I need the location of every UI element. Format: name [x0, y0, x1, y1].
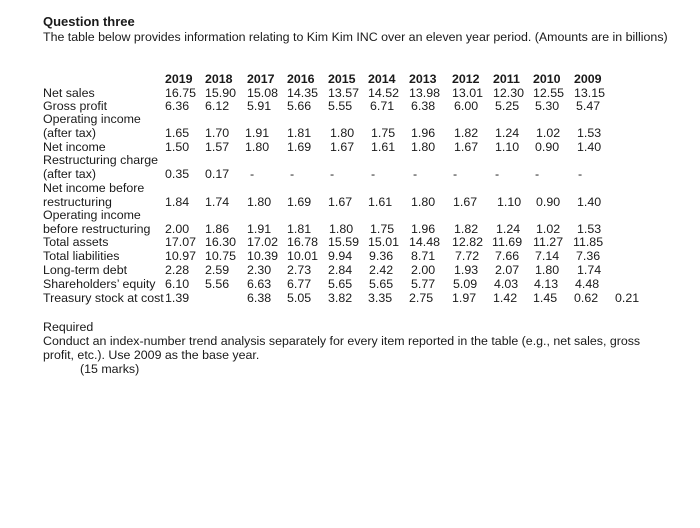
operating-income-value: 1.96 [411, 126, 436, 140]
year-header: 2011 [493, 72, 520, 86]
operating-income-label: Operating income [43, 112, 141, 126]
required-text: Conduct an index-number trend analysis separately for every item reported in the table (e.g., net sales, gross profit, etc.). Use 2009 as the base year. [43, 334, 641, 362]
operating-income-before-restructuring-value: 1.96 [411, 222, 436, 236]
long-term-debt-value: 2.84 [328, 263, 353, 277]
shareholders-equity-value: 4.03 [494, 277, 519, 291]
net-sales-value: 16.75 [165, 86, 197, 100]
net-income-before-restructuring-value: 1.67 [453, 195, 478, 209]
net-income-value: 1.10 [495, 140, 520, 154]
treasury-stock-value: 1.42 [493, 291, 518, 305]
gross-profit-value: 5.25 [495, 99, 520, 113]
gross-profit-label: Gross profit [43, 99, 108, 113]
total-assets-value: 12.82 [452, 235, 484, 249]
operating-income-before-restructuring-value: 1.24 [496, 222, 521, 236]
total-liabilities-value: 7.36 [576, 249, 601, 263]
operating-income-value: 1.81 [287, 126, 312, 140]
gross-profit-value: 6.38 [411, 99, 436, 113]
restructuring-charge-value: - [453, 167, 458, 181]
gross-profit-value: 6.12 [205, 99, 230, 113]
restructuring-charge-value: - [330, 167, 335, 181]
net-sales-value: 12.30 [493, 86, 525, 100]
year-header: 2017 [247, 72, 275, 86]
operating-income-before-restructuring-label: before restructuring [43, 222, 151, 236]
year-header: 2009 [574, 72, 602, 86]
year-header: 2014 [368, 72, 396, 86]
net-sales-value: 15.90 [205, 86, 237, 100]
operating-income-value: 1.53 [577, 126, 602, 140]
operating-income-before-restructuring-value: 1.86 [205, 222, 230, 236]
treasury-stock-value: 3.82 [328, 291, 353, 305]
net-income-label: Net income [43, 140, 106, 154]
net-income-value: 1.80 [411, 140, 436, 154]
marks-label: (15 marks) [80, 362, 140, 376]
operating-income-before-restructuring-value: 1.80 [329, 222, 354, 236]
treasury-stock-value: 2.75 [409, 291, 434, 305]
shareholders-equity-value: 4.48 [575, 277, 600, 291]
net-sales-value: 13.15 [574, 86, 606, 100]
total-liabilities-value: 8.71 [411, 249, 436, 263]
net-income-before-restructuring-value: 1.61 [368, 195, 393, 209]
treasury-stock-value: 1.97 [452, 291, 477, 305]
net-income-before-restructuring-value: 1.10 [497, 195, 522, 209]
operating-income-value: 1.70 [205, 126, 230, 140]
long-term-debt-value: 1.80 [535, 263, 560, 277]
long-term-debt-value: 2.28 [165, 263, 190, 277]
net-sales-value: 13.98 [409, 86, 441, 100]
operating-income-value: 1.24 [495, 126, 520, 140]
treasury-stock-label: Treasury stock at cost [43, 291, 164, 305]
question-intro: The table below provides information relating to Kim Kim INC over an eleven year period. (Amounts are in billions) [43, 30, 668, 44]
operating-income-before-restructuring-value: 1.75 [370, 222, 395, 236]
net-sales-value: 15.08 [247, 86, 279, 100]
year-header: 2013 [409, 72, 437, 86]
gross-profit-value: 5.66 [287, 99, 312, 113]
total-liabilities-label: Total liabilities [43, 249, 120, 263]
question-title: Question three [43, 14, 135, 29]
total-liabilities-value: 9.94 [328, 249, 353, 263]
operating-income-before-restructuring-value: 1.81 [287, 222, 312, 236]
net-income-before-restructuring-value: 1.40 [577, 195, 602, 209]
treasury-stock-value: 0.62 [574, 291, 599, 305]
shareholders-equity-value: 5.65 [369, 277, 394, 291]
long-term-debt-value: 2.30 [247, 263, 272, 277]
total-assets-value: 14.48 [409, 235, 441, 249]
restructuring-charge-value: - [290, 167, 295, 181]
net-income-before-restructuring-value: 1.84 [165, 195, 190, 209]
net-sales-value: 12.55 [533, 86, 565, 100]
net-income-before-restructuring-value: 1.74 [205, 195, 230, 209]
shareholders-equity-value: 5.09 [453, 277, 478, 291]
net-income-value: 1.40 [577, 140, 602, 154]
net-income-value: 0.90 [535, 140, 560, 154]
net-income-before-restructuring-label: Net income before [43, 181, 145, 195]
gross-profit-value: 6.00 [454, 99, 479, 113]
total-assets-value: 15.01 [368, 235, 400, 249]
gross-profit-value: 5.55 [328, 99, 353, 113]
net-income-before-restructuring-value: 1.80 [247, 195, 272, 209]
restructuring-charge-value: 0.17 [205, 167, 230, 181]
operating-income-value: 1.91 [245, 126, 270, 140]
operating-income-value: 1.80 [330, 126, 355, 140]
restructuring-charge-value: - [535, 167, 540, 181]
gross-profit-value: 5.47 [576, 99, 601, 113]
operating-income-label: (after tax) [43, 126, 97, 140]
net-income-before-restructuring-value: 1.69 [287, 195, 312, 209]
total-assets-value: 16.30 [205, 235, 237, 249]
net-sales-value: 14.35 [287, 86, 319, 100]
operating-income-value: 1.65 [165, 126, 190, 140]
total-assets-value: 11.27 [533, 235, 564, 249]
operating-income-value: 1.75 [371, 126, 396, 140]
year-header: 2012 [452, 72, 480, 86]
shareholders-equity-value: 4.13 [534, 277, 559, 291]
long-term-debt-value: 2.73 [287, 263, 312, 277]
long-term-debt-value: 2.42 [369, 263, 394, 277]
net-sales-value: 13.01 [452, 86, 484, 100]
total-assets-value: 17.07 [165, 235, 197, 249]
operating-income-before-restructuring-value: 1.82 [454, 222, 479, 236]
total-assets-value: 15.59 [328, 235, 360, 249]
shareholders-equity-value: 5.65 [328, 277, 353, 291]
gross-profit-value: 5.91 [247, 99, 272, 113]
total-assets-value: 17.02 [247, 235, 279, 249]
required-heading: Required [43, 320, 94, 334]
net-income-value: 1.57 [205, 140, 230, 154]
net-income-before-restructuring-label: restructuring [43, 195, 112, 209]
shareholders-equity-value: 5.77 [411, 277, 436, 291]
net-sales-value: 14.52 [368, 86, 400, 100]
long-term-debt-value: 2.59 [205, 263, 230, 277]
treasury-stock-value: 6.38 [247, 291, 272, 305]
total-liabilities-value: 7.14 [535, 249, 560, 263]
net-income-before-restructuring-value: 0.90 [536, 195, 561, 209]
operating-income-value: 1.82 [454, 126, 479, 140]
shareholders-equity-value: 6.63 [247, 277, 272, 291]
total-assets-value: 11.69 [492, 235, 523, 249]
restructuring-charge-value: - [413, 167, 418, 181]
treasury-stock-value: 1.45 [533, 291, 558, 305]
long-term-debt-value: 1.93 [454, 263, 479, 277]
net-sales-value: 13.57 [328, 86, 360, 100]
total-liabilities-value: 10.75 [205, 249, 237, 263]
restructuring-charge-value: - [495, 167, 500, 181]
operating-income-before-restructuring-value: 1.53 [577, 222, 602, 236]
treasury-stock-value: 3.35 [368, 291, 393, 305]
total-liabilities-value: 10.39 [247, 249, 279, 263]
net-income-value: 1.80 [245, 140, 270, 154]
net-income-value: 1.50 [165, 140, 190, 154]
net-income-value: 1.67 [454, 140, 479, 154]
year-header: 2019 [165, 72, 193, 86]
restructuring-charge-value: - [578, 167, 583, 181]
total-liabilities-value: 10.97 [165, 249, 197, 263]
shareholders-equity-value: 5.56 [205, 277, 230, 291]
year-header: 2018 [205, 72, 233, 86]
restructuring-charge-label: Restructuring charge [43, 153, 159, 167]
net-income-value: 1.61 [371, 140, 396, 154]
operating-income-before-restructuring-value: 2.00 [165, 222, 190, 236]
shareholders-equity-value: 6.77 [287, 277, 312, 291]
net-income-value: 1.69 [287, 140, 312, 154]
restructuring-charge-label: (after tax) [43, 167, 97, 181]
total-liabilities-value: 7.72 [455, 249, 480, 263]
gross-profit-value: 5.30 [535, 99, 560, 113]
restructuring-charge-value: 0.35 [165, 167, 190, 181]
treasury-stock-value: 5.05 [287, 291, 312, 305]
operating-income-before-restructuring-value: 1.91 [247, 222, 272, 236]
long-term-debt-label: Long-term debt [43, 263, 128, 277]
treasury-stock-value: 0.21 [615, 291, 640, 305]
net-income-before-restructuring-value: 1.80 [411, 195, 436, 209]
long-term-debt-value: 2.07 [495, 263, 520, 277]
total-assets-value: 16.78 [287, 235, 319, 249]
total-liabilities-value: 10.01 [287, 249, 319, 263]
operating-income-before-restructuring-label: Operating income [43, 208, 141, 222]
shareholders-equity-label: Shareholders’ equity [43, 277, 156, 291]
restructuring-charge-value: - [250, 167, 255, 181]
long-term-debt-value: 2.00 [411, 263, 436, 277]
gross-profit-value: 6.36 [165, 99, 190, 113]
gross-profit-value: 6.71 [370, 99, 395, 113]
total-liabilities-value: 7.66 [495, 249, 520, 263]
year-header: 2016 [287, 72, 315, 86]
net-income-value: 1.67 [330, 140, 355, 154]
long-term-debt-value: 1.74 [577, 263, 602, 277]
total-liabilities-value: 9.36 [369, 249, 394, 263]
shareholders-equity-value: 6.10 [165, 277, 190, 291]
total-assets-label: Total assets [43, 235, 109, 249]
restructuring-charge-value: - [371, 167, 376, 181]
total-assets-value: 11.85 [573, 235, 604, 249]
operating-income-before-restructuring-value: 1.02 [536, 222, 561, 236]
treasury-stock-value: 1.39 [165, 291, 190, 305]
net-income-before-restructuring-value: 1.67 [328, 195, 353, 209]
year-header: 2015 [328, 72, 356, 86]
net-sales-label: Net sales [43, 86, 95, 100]
operating-income-value: 1.02 [536, 126, 561, 140]
year-header: 2010 [533, 72, 561, 86]
